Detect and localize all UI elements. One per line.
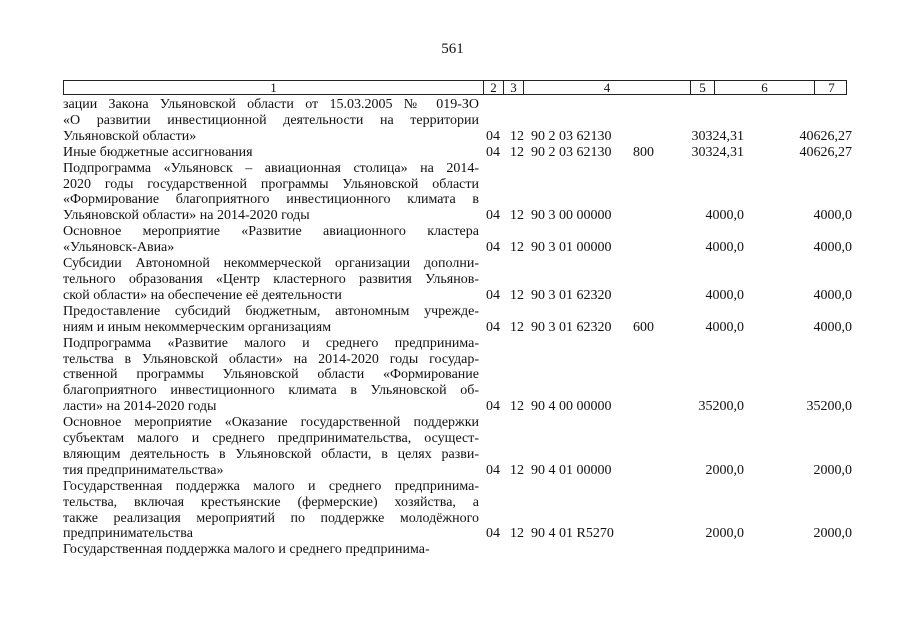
description-line: благоприятного инвестиционного климата в Ульяновской об- — [63, 383, 479, 399]
description-line: Субсидии Автономной некоммерческой организации дополни- — [63, 256, 479, 272]
cell-c7: 4000,0 — [813, 240, 852, 256]
cell-c4: 90 4 01 R5270 — [531, 526, 614, 542]
description-line: ниям и иным некоммерческим организациям — [63, 319, 332, 335]
header-col-2: 2 — [484, 81, 504, 94]
description-line: тельного образования «Центр кластерного развития Ульянов- — [63, 271, 479, 287]
table-row — [63, 479, 853, 543]
description-line: Основное мероприятие «Развитие авиационного кластера — [63, 224, 479, 240]
table-header — [63, 80, 847, 95]
row-codes — [63, 463, 853, 479]
table-row — [63, 304, 853, 336]
header-col-6: 6 — [715, 81, 815, 94]
description-line: ласти» на 2014-2020 годы — [63, 399, 217, 415]
description-line: субъектам малого и среднего предпринимательства, осущест- — [63, 431, 479, 447]
cell-c2: 04 — [486, 526, 500, 542]
description-line: Иные бюджетные ассигнования — [63, 144, 253, 160]
header-col-5: 5 — [691, 81, 715, 94]
cell-c6: 4000,0 — [705, 287, 744, 303]
description-line: «Ульяновск-Авиа» — [63, 240, 175, 256]
cell-c6: 30324,31 — [691, 128, 744, 144]
cell-c6: 4000,0 — [705, 208, 744, 224]
cell-c4: 90 2 03 62130 — [531, 144, 612, 160]
cell-c6: 4000,0 — [705, 319, 744, 335]
cell-c4: 90 3 01 62320 — [531, 287, 612, 303]
description-line: Основное мероприятие «Оказание государственной поддержки — [63, 415, 479, 431]
cell-c7: 4000,0 — [813, 287, 852, 303]
cell-c2: 04 — [486, 240, 500, 256]
cell-c3: 12 — [510, 208, 524, 224]
cell-c6: 35200,0 — [698, 399, 744, 415]
row-codes — [63, 399, 853, 415]
cell-c4: 90 4 00 00000 — [531, 399, 612, 415]
cell-c2: 04 — [486, 319, 500, 335]
header-col-4: 4 — [524, 81, 691, 94]
table-body — [63, 97, 853, 558]
description-line: Подпрограмма «Развитие малого и среднего предпринима- — [63, 335, 479, 351]
cell-c2: 04 — [486, 462, 500, 478]
cell-c7: 4000,0 — [813, 208, 852, 224]
cell-c3: 12 — [510, 144, 524, 160]
cell-c6: 4000,0 — [705, 240, 744, 256]
description-line: Подпрограмма «Ульяновск – авиационная столица» на 2014- — [63, 160, 479, 176]
description-line: вляющим деятельность в Ульяновской области, в целях разви- — [63, 446, 479, 462]
header-col-7: 7 — [828, 80, 835, 95]
cell-c2: 04 — [486, 144, 500, 160]
table-row — [63, 224, 853, 256]
table-row — [63, 145, 853, 161]
row-codes — [63, 145, 853, 161]
cell-c3: 12 — [510, 128, 524, 144]
cell-c7: 35200,0 — [806, 399, 852, 415]
header-col-3: 3 — [504, 81, 524, 94]
description-line: «Формирование благоприятного инвестиционного климата в — [63, 192, 479, 208]
row-codes — [63, 320, 853, 336]
cell-c2: 04 — [486, 208, 500, 224]
row-codes — [63, 288, 853, 304]
description-line: Ульяновской области» — [63, 128, 197, 144]
cell-c3: 12 — [510, 240, 524, 256]
cell-c4: 90 3 01 62320 — [531, 319, 612, 335]
cell-c5: 800 — [633, 144, 654, 160]
cell-c4: 90 3 00 00000 — [531, 208, 612, 224]
description-line: зации Закона Ульяновской области от 15.03.2005 № 019-ЗО — [63, 97, 479, 112]
cell-c7: 40626,27 — [799, 128, 852, 144]
table-row — [63, 256, 853, 304]
cell-c3: 12 — [510, 399, 524, 415]
cell-c2: 04 — [486, 128, 500, 144]
cell-c2: 04 — [486, 287, 500, 303]
row-codes — [63, 526, 853, 542]
cell-c6: 2000,0 — [705, 462, 744, 478]
table-row — [63, 161, 853, 225]
table-row — [63, 542, 853, 558]
description-line: тельства в Ульяновской области» на 2014-2020 годы государ- — [63, 351, 479, 367]
cell-c4: 90 4 01 00000 — [531, 462, 612, 478]
cell-c4: 90 2 03 62130 — [531, 128, 612, 144]
cell-c7: 40626,27 — [799, 144, 852, 160]
cell-c4: 90 3 01 00000 — [531, 240, 612, 256]
row-codes — [63, 240, 853, 256]
table-row — [63, 415, 853, 479]
cell-c6: 30324,31 — [691, 144, 744, 160]
cell-c3: 12 — [510, 526, 524, 542]
description-line: Государственная поддержка малого и среднего предпринима- — [63, 542, 430, 558]
cell-c7: 2000,0 — [813, 526, 852, 542]
row-codes — [63, 129, 853, 145]
row-codes — [63, 208, 853, 224]
header-col-1: 1 — [64, 81, 484, 94]
cell-c7: 2000,0 — [813, 462, 852, 478]
row-codes — [63, 542, 853, 558]
description-line: также реализация мероприятий по поддержке молодёжного — [63, 510, 479, 526]
cell-c6: 2000,0 — [705, 526, 744, 542]
description-line: Государственная поддержка малого и среднего предпринима- — [63, 478, 479, 494]
table-row — [63, 336, 853, 416]
description-line: ской области» на обеспечение её деятельности — [63, 287, 342, 303]
page-number: 561 — [441, 41, 464, 57]
description-line: Ульяновской области» на 2014-2020 годы — [63, 208, 310, 224]
cell-c3: 12 — [510, 319, 524, 335]
cell-c3: 12 — [510, 287, 524, 303]
cell-c7: 4000,0 — [813, 319, 852, 335]
description-line: предпринимательства — [63, 526, 193, 542]
description-line: ственной программы Ульяновской области «Формирование — [63, 367, 479, 383]
description-line: Предоставление субсидий бюджетным, автономным учрежде- — [63, 303, 479, 319]
table-row — [63, 97, 853, 145]
cell-c5: 600 — [633, 319, 654, 335]
description-line: тельства, включая крестьянские (фермерские) хозяйства, а — [63, 494, 479, 510]
description-line: «О развитии инвестиционной деятельности на территории — [63, 112, 479, 128]
description-line: 2020 годы государственной программы Ульяновской области — [63, 176, 479, 192]
cell-c3: 12 — [510, 462, 524, 478]
description-line: тия предпринимательства» — [63, 462, 224, 478]
cell-c2: 04 — [486, 399, 500, 415]
